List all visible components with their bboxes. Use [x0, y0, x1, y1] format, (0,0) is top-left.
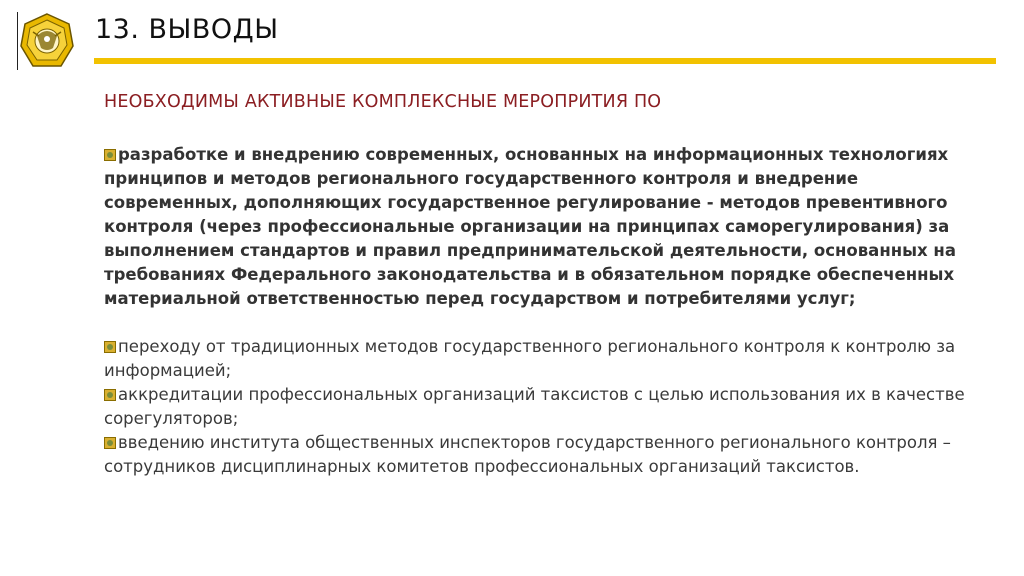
emblem-bullet-icon [104, 437, 116, 449]
section-heading: НЕОБХОДИМЫ АКТИВНЫЕ КОМПЛЕКСНЫЕ МЕРОПРИТИЯ ПО [104, 92, 662, 112]
list-item-text: переходу от традиционных методов государственного регионального контроля к контролю за информацией; [104, 337, 956, 380]
emblem-shield-icon [17, 12, 77, 72]
list-item [104, 335, 984, 383]
logo [17, 12, 77, 72]
title-underline [94, 58, 996, 64]
content-body [104, 143, 984, 479]
list-item [104, 383, 984, 431]
emblem-bullet-icon [104, 149, 116, 161]
emblem-bullet-icon [104, 341, 116, 353]
logo-divider [17, 12, 18, 70]
list-item-text: разработке и внедрению современных, основанных на информационных технологиях принципов и методов регионального государственного контроля и внедрение современных, дополняющих государственное регулирование - методов превентивного контроля (через профессиональные организации на принципах саморегулирования) за выполнением стандартов и правил предпринимательской деятельности, основанных на требованиях Федерального законодательства и в обязательном порядке обеспеченных материальной ответственностью перед государством и потребителями услуг; [104, 145, 956, 308]
list-item [104, 143, 984, 311]
list-item [104, 431, 984, 479]
list-item-text: аккредитации профессиональных организаций таксистов с целью использования их в качестве сорегуляторов; [104, 385, 965, 428]
list-item-text: введению института общественных инспекторов государственного регионального контроля – сотрудников дисциплинарных комитетов профессиональных организаций таксистов. [104, 433, 951, 476]
page-title: 13. ВЫВОДЫ [95, 14, 279, 45]
emblem-bullet-icon [104, 389, 116, 401]
